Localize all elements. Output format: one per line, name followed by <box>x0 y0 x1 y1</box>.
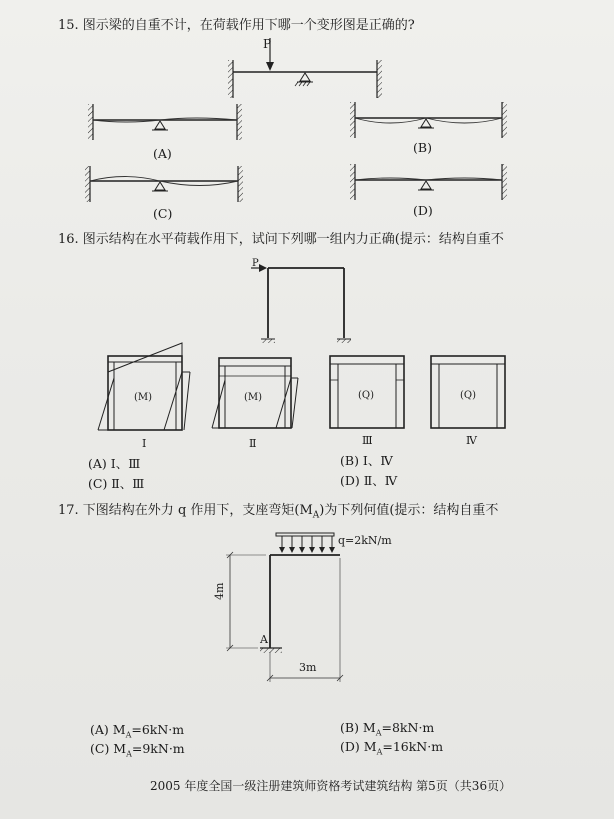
q16-stem: 16. 图示结构在水平荷载作用下，试问下列哪一组内力正确(提示：结构自重不 <box>58 232 504 247</box>
q16-option-a: (A) Ⅰ、Ⅲ <box>88 456 141 471</box>
q17-support-label: A <box>260 633 268 646</box>
q16-load-label: P <box>252 258 259 269</box>
q17-option-d: (D) $M_A=16kN\cdot m$ <box>340 739 444 757</box>
q16-option-c: (C) Ⅱ、Ⅲ <box>88 476 145 491</box>
q17-option-b: (B) $M_A=8kN\cdot m$ <box>340 720 435 738</box>
q16-diagram-4-mark: (Q) <box>460 390 477 401</box>
q15-option-b-label: (B) <box>413 140 432 155</box>
q17-stem: 17. 下图结构在外力 q 作用下，支座弯矩$(M_A)$为下列何值(提示：结构自重不 <box>58 503 499 521</box>
q17-span-label: 3m <box>299 661 317 674</box>
q17-height-label: 4m <box>213 582 226 600</box>
q17-option-c: (C) $M_A=9kN\cdot m$ <box>90 741 185 759</box>
q16-diagram-1-mark: (M) <box>134 392 153 403</box>
q15-option-a-label: (A) <box>153 146 172 161</box>
page-footer: 2005 年度全国一级注册建筑师资格考试建筑结构 第5页（共36页） <box>150 779 512 793</box>
q16-diagram-3-number: Ⅲ <box>362 434 373 447</box>
q16-diagram-4-number: Ⅳ <box>466 434 477 447</box>
q15-option-d-label: (D) <box>413 203 433 218</box>
q16-diagram-2-mark: (M) <box>244 392 263 403</box>
q17-load-label: q=2kN/m <box>338 534 392 547</box>
q15-load-label: P <box>263 37 272 51</box>
q16-diagram-3-mark: (Q) <box>358 390 375 401</box>
q15-option-c-label: (C) <box>153 206 173 221</box>
q16-diagram-2-number: Ⅱ <box>249 437 257 450</box>
q16-option-d: (D) Ⅱ、Ⅳ <box>340 473 398 488</box>
q17-option-a: (A) $M_A=6kN\cdot m$ <box>90 722 185 740</box>
q16-diagram-1-number: I <box>142 437 147 450</box>
q16-option-b: (B) Ⅰ、Ⅳ <box>340 453 393 468</box>
fixed-support-a <box>260 648 282 653</box>
q15-stem: 15. 图示梁的自重不计，在荷载作用下哪一个变形图是正确的? <box>58 18 415 33</box>
